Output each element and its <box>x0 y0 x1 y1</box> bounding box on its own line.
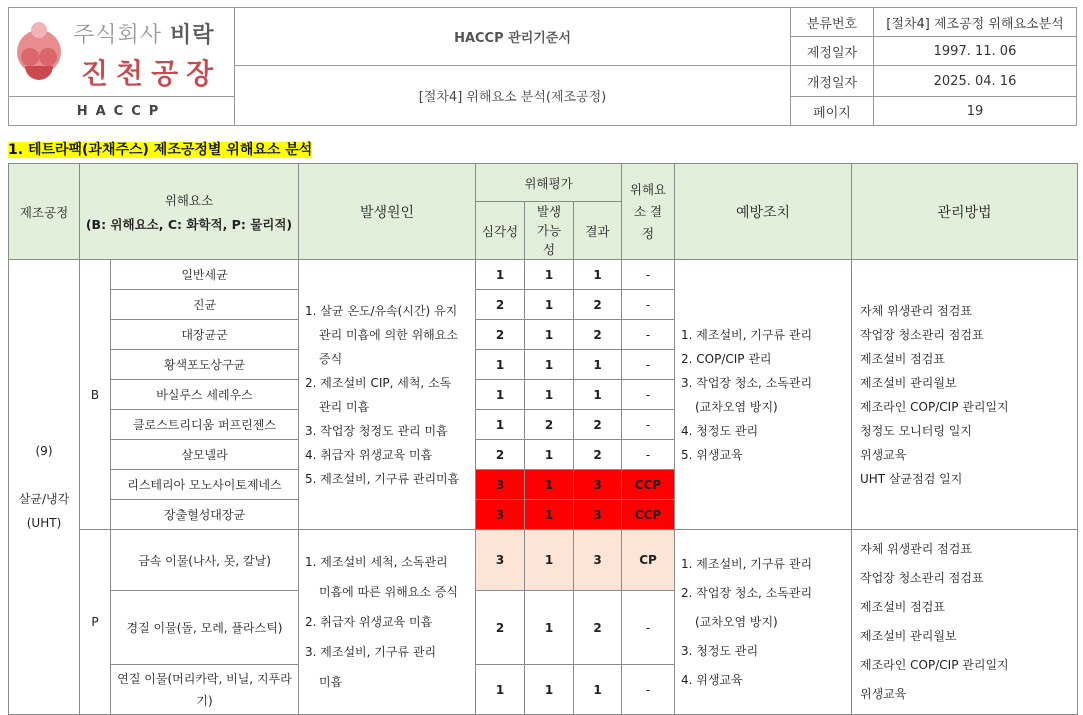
hazard-name: 살모넬라 <box>111 440 299 470</box>
logo-emblem-dot <box>21 48 39 66</box>
document-subtitle: [절차4] 위해요소 분석(제조공정) <box>235 66 791 126</box>
severity-value: 3 <box>476 530 525 591</box>
group-code-p: P <box>80 530 111 715</box>
hazard-name: 금속 이물(나사, 못, 칼날) <box>111 530 299 591</box>
document-header <box>8 7 1077 126</box>
decision-value: - <box>622 665 675 715</box>
company-name: 주식회사 비락 <box>73 23 215 48</box>
col-hazard: 위해요소 (B: 위해요소, C: 화학적, P: 물리적) <box>80 164 299 260</box>
result-value: 1 <box>574 665 622 715</box>
severity-value: 2 <box>476 591 525 665</box>
likelihood-value: 1 <box>525 665 574 715</box>
group-code-b: B <box>80 260 111 530</box>
hazard-name: 연질 이물(머리카락, 비닐, 지푸라기) <box>111 665 299 715</box>
result-value: 2 <box>574 591 622 665</box>
likelihood-value: 1 <box>525 591 574 665</box>
prevention-list-b: 1. 제조설비, 기구류 관리 2. COP/CIP 관리 3. 작업장 청소, 소독관리 (교차오염 방지) 4. 청정도 관리 5. 위생교육 <box>675 260 852 530</box>
decision-value: CCP <box>622 500 675 530</box>
management-list-b: 자체 위생관리 점검표 작업장 청소관리 점검표 제조설비 점검표 제조설비 관리월보 제조라인 COP/CIP 관리일지 청정도 모니터링 일지 위생교육 UHT 살균점검 일지 <box>852 260 1078 530</box>
severity-value: 2 <box>476 440 525 470</box>
logo-emblem-dot <box>39 48 57 66</box>
decision-value: - <box>622 410 675 440</box>
field-label: 제정일자 <box>791 37 874 66</box>
col-evaluation: 위해평가 <box>476 164 622 202</box>
severity-value: 2 <box>476 320 525 350</box>
management-list-p: 자체 위생관리 점검표 작업장 청소관리 점검표 제조설비 점검표 제조설비 관리월보 제조라인 COP/CIP 관리일지 위생교육 <box>852 530 1078 715</box>
field-value: 2025. 04. 16 <box>874 66 1077 97</box>
document-title: HACCP 관리기준서 <box>235 8 791 66</box>
result-value: 1 <box>574 380 622 410</box>
hazard-name: 황색포도상구균 <box>111 350 299 380</box>
likelihood-value: 1 <box>525 440 574 470</box>
severity-value: 1 <box>476 665 525 715</box>
col-prevention: 예방조치 <box>675 164 852 260</box>
field-label: 분류번호 <box>791 8 874 37</box>
result-value: 1 <box>574 350 622 380</box>
prevention-list-p: 1. 제조설비, 기구류 관리 2. 작업장 청소, 소독관리 (교차오염 방지) 3. 청정도 관리 4. 위생교육 <box>675 530 852 715</box>
likelihood-value: 1 <box>525 320 574 350</box>
field-value: 1997. 11. 06 <box>874 37 1077 66</box>
logo-emblem-dot <box>31 22 47 38</box>
severity-value: 3 <box>476 500 525 530</box>
haccp-label: HACCP <box>9 97 235 126</box>
result-value: 2 <box>574 440 622 470</box>
hazard-name: 경질 이물(돌, 모레, 플라스틱) <box>111 591 299 665</box>
hazard-name: 바실루스 세레우스 <box>111 380 299 410</box>
hazard-name: 대장균군 <box>111 320 299 350</box>
likelihood-value: 1 <box>525 530 574 591</box>
likelihood-value: 1 <box>525 500 574 530</box>
hazard-name: 진균 <box>111 290 299 320</box>
severity-value: 3 <box>476 470 525 500</box>
hazard-name: 리스테리아 모노사이토제네스 <box>111 470 299 500</box>
decision-value: - <box>622 350 675 380</box>
severity-value: 2 <box>476 290 525 320</box>
col-result: 결과 <box>574 202 622 260</box>
col-process: 제조공정 <box>9 164 80 260</box>
result-value: 2 <box>574 410 622 440</box>
hazard-name: 장출혈성대장균 <box>111 500 299 530</box>
col-likelihood: 발생 가능성 <box>525 202 574 260</box>
hazard-name: 일반세균 <box>111 260 299 290</box>
field-label: 페이지 <box>791 97 874 126</box>
likelihood-value: 1 <box>525 350 574 380</box>
section-heading: 1. 테트라팩(과채주스) 제조공정별 위해요소 분석 <box>8 142 313 158</box>
likelihood-value: 1 <box>525 470 574 500</box>
result-value: 1 <box>574 260 622 290</box>
field-label: 개정일자 <box>791 66 874 97</box>
result-value: 3 <box>574 470 622 500</box>
col-decision: 위해요소 결정 <box>622 164 675 260</box>
hazard-name: 클로스트리디움 퍼프린젠스 <box>111 410 299 440</box>
field-value: [절차4] 제조공정 위해요소분석 <box>874 8 1077 37</box>
logo-cell <box>9 8 235 97</box>
decision-value: - <box>622 260 675 290</box>
cause-list-b: 1. 살균 온도/유속(시간) 유지 관리 미흡에 의한 위해요소 증식 2. 제조설비 CIP, 세척, 소독 관리 미흡 3. 작업장 청정도 관리 미흡 4. 취급자 위생교육 미흡 5. 제조설비, 기구류 관리미흡 <box>299 260 476 530</box>
severity-value: 1 <box>476 260 525 290</box>
logo-emblem-base <box>25 66 53 80</box>
severity-value: 1 <box>476 410 525 440</box>
decision-value: - <box>622 591 675 665</box>
decision-value: - <box>622 440 675 470</box>
hazard-analysis-table <box>8 163 1078 715</box>
plant-name: 진천공장 <box>81 57 222 90</box>
decision-value: - <box>622 380 675 410</box>
process-cell: (9) 살균/냉각 (UHT) <box>9 260 80 715</box>
company-logo <box>9 8 234 96</box>
likelihood-value: 1 <box>525 380 574 410</box>
field-value: 19 <box>874 97 1077 126</box>
decision-value: - <box>622 320 675 350</box>
likelihood-value: 1 <box>525 290 574 320</box>
result-value: 3 <box>574 500 622 530</box>
severity-value: 1 <box>476 350 525 380</box>
decision-value: - <box>622 290 675 320</box>
likelihood-value: 2 <box>525 410 574 440</box>
severity-value: 1 <box>476 380 525 410</box>
result-value: 2 <box>574 320 622 350</box>
decision-value: CP <box>622 530 675 591</box>
likelihood-value: 1 <box>525 260 574 290</box>
result-value: 3 <box>574 530 622 591</box>
col-severity: 심각성 <box>476 202 525 260</box>
result-value: 2 <box>574 290 622 320</box>
decision-value: CCP <box>622 470 675 500</box>
cause-list-p: 1. 제조설비 세척, 소독관리 미흡에 따른 위해요소 증식 2. 취급자 위생교육 미흡 3. 제조설비, 기구류 관리 미흡 <box>299 530 476 715</box>
col-cause: 발생원인 <box>299 164 476 260</box>
col-management: 관리방법 <box>852 164 1078 260</box>
